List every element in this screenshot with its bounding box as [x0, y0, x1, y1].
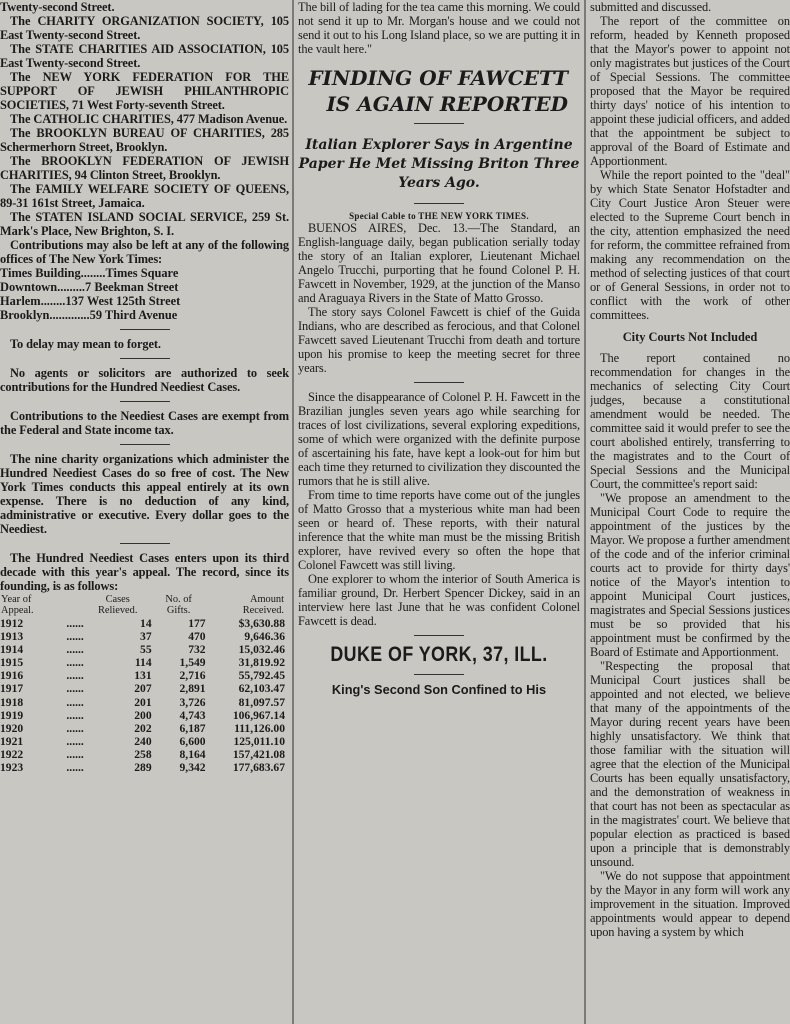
table-cell: 1922 — [0, 747, 24, 761]
table-cell: 200 — [134, 708, 152, 722]
table-cell: 9,342 — [179, 761, 206, 775]
col-header: Year of Appeal. — [1, 594, 34, 616]
table-cell: 1923 — [0, 761, 24, 775]
office-item: Brooklyn.............59 Third Avenue — [0, 308, 178, 322]
table-cell: 1915 — [0, 656, 24, 670]
duke-deck: King's Second Son Confined to His — [331, 682, 547, 697]
table-cell: 15,032.46 — [238, 643, 285, 657]
col-header: Cases Relieved. — [97, 594, 138, 616]
divider — [120, 444, 170, 445]
table-cell: 55 — [140, 643, 152, 657]
leader-dots: ...... — [66, 734, 84, 748]
table-cell: 1921 — [0, 734, 24, 748]
leader-dots: ...... — [66, 747, 84, 761]
subhead: City Courts Not Included — [622, 330, 758, 344]
col-header — [66, 593, 83, 617]
leader-dots: ...... — [66, 708, 84, 722]
divider — [120, 543, 170, 544]
table-cell: 157,421.08 — [232, 747, 285, 761]
article-continuation: The bill of lading for the tea came this morning. We could not send it up to Mr. Morgan's house and we could not send it out to his Long Island place, so we are putting it in the vault here." — [298, 0, 580, 56]
column-rule — [292, 0, 294, 1024]
org-line: Twenty-second Street. — [0, 0, 115, 14]
divider — [414, 123, 464, 124]
column-rule — [584, 0, 586, 1024]
cases-table — [0, 593, 285, 774]
table-cell: 177,683.67 — [232, 761, 285, 775]
table-header-row — [0, 593, 285, 617]
table-cell: 1919 — [0, 708, 24, 722]
table-cell: 6,600 — [179, 734, 206, 748]
table-cell: 732 — [188, 643, 206, 657]
table-cell: 31,819.92 — [238, 656, 285, 670]
table-body — [0, 617, 285, 774]
leader-dots: ...... — [66, 643, 84, 657]
table-cell: 1920 — [0, 721, 24, 735]
col-header: Amount Received. — [242, 594, 284, 616]
article-paragraph: While the report pointed to the "deal" by which State Senator Hofstadter and City Court Justice Aron Steuer were elected to the Supreme Court bench in the city, attention emphasized the need for reform, the committee refrained from making any recommendation on the method of selecting justices of that court or of General Sessions, in order not to conflict with the work of other committees. — [590, 168, 790, 322]
table-cell: 14 — [140, 617, 152, 630]
offices-list — [0, 266, 289, 322]
middle-column — [298, 0, 580, 1024]
table-cell: 114 — [134, 656, 152, 670]
org-entry: The STATEN ISLAND SOCIAL SERVICE, 259 St. Mark's Place, New Brighton, S. I. — [0, 210, 289, 238]
divider — [414, 635, 464, 636]
table-cell: 3,726 — [179, 695, 206, 709]
table-cell: 37 — [140, 630, 152, 644]
article-continuation: submitted and discussed. — [590, 0, 712, 14]
leader-dots: ...... — [66, 695, 84, 709]
table-row — [0, 630, 285, 643]
table-cell: 6,187 — [179, 721, 206, 735]
table-cell: 2,891 — [179, 682, 206, 696]
table-cell: 177 — [188, 617, 206, 630]
record-intro: The Hundred Neediest Cases enters upon its third decade with this year's appeal. The record, since its founding, is as follows: — [0, 551, 289, 593]
col-header: No. of Gifts. — [165, 594, 192, 616]
office-item: Downtown.........7 Beekman Street — [0, 280, 179, 294]
table-cell: 1,549 — [179, 656, 206, 670]
table-cell: 4,743 — [179, 708, 206, 722]
article-paragraph: "Respecting the proposal that Municipal Court justices shall be appointed and not elected, we believe that many of the appointments of the Mayor during recent years have been highly unsatisfactory. We think that those familiar with the situation will agree that the election of the Municipal Courts has been equally unsatisfactory, and the demonstration of weakness in that court has not been as spectacular as in the magistrates' court. We believe that popular election as practiced is based upon a principle that is demonstrably unsound. — [590, 659, 790, 869]
table-cell: 9,646.36 — [244, 630, 285, 644]
table-cell: 258 — [134, 747, 152, 761]
divider — [414, 674, 464, 675]
table-cell: 55,792.45 — [238, 669, 285, 683]
table-cell: 111,126.00 — [234, 721, 285, 735]
org-entry: The NEW YORK FEDERATION FOR THE SUPPORT OF JEWISH PHILANTHROPIC SOCIETIES, 71 West Forty-seventh Street. — [0, 70, 289, 112]
table-cell: 2,716 — [179, 669, 206, 683]
table-row — [0, 709, 285, 722]
table-row — [0, 617, 285, 630]
leader-dots: ...... — [66, 761, 84, 775]
table-cell: 1918 — [0, 695, 24, 709]
article-paragraph: The story says Colonel Fawcett is chief of the Guida Indians, who are described as ferocious, and that Colonel Fawcett saved Lieutenant Trucchi from death and torture upon his promise to keep the meeting secret for three years. — [298, 305, 580, 375]
leader-dots: ...... — [66, 721, 84, 735]
org-entry: The CATHOLIC CHARITIES, 477 Madison Avenue. — [10, 112, 288, 126]
table-cell: 1913 — [0, 630, 24, 644]
byline: Special Cable to THE NEW YORK TIMES. — [349, 211, 529, 221]
table-cell: 1914 — [0, 643, 24, 657]
org-entry: The BROOKLYN BUREAU OF CHARITIES, 285 Schermerhorn Street, Brooklyn. — [0, 126, 289, 154]
divider — [120, 358, 170, 359]
table-cell: 240 — [134, 734, 152, 748]
table-cell: 201 — [134, 695, 152, 709]
table-cell: 81,097.57 — [238, 695, 285, 709]
tax-note: Contributions to the Neediest Cases are exempt from the Federal and State income tax. — [0, 409, 289, 437]
table-cell: 1912 — [0, 617, 24, 630]
table-cell: 62,103.47 — [238, 682, 285, 696]
duke-headline: DUKE OF YORK, 37, ILL. — [330, 643, 548, 666]
article-paragraph: Since the disappearance of Colonel P. H. Fawcett in the Brazilian jungles seven years ago while searching for traces of lost civilizations, several exploring expeditions, some of which were organized with the definite purpose of ascertaining his fate, have kept a look-out for him but each time they returned to civilization they discounted the rumors that he is still alive. — [298, 390, 580, 488]
table-row — [0, 656, 285, 669]
leader-dots: ...... — [66, 630, 84, 644]
article-paragraph: "We propose an amendment to the Municipal Court Code to require the appointment of the justices by the Mayor. We propose a further amendment of the code and of the inferior criminal courts act to provide for thirty days' notice of the Mayor's intention to appoint Municipal Court justices, magistrates and Special Sessions justices must be so provided that his appointment must be confirmed by the Board of Estimate and Apportionment. — [590, 491, 790, 659]
article-paragraph: BUENOS AIRES, Dec. 13.—The Standard, an English-language daily, began publication serially today the story of an Italian explorer, Lieutenant Michael Angelo Trucchi, purporting that he found Colonel P. H. Fawcett in November, 1929, at the junction of the Manso and Araguaya Rivers in the State of Matto Grosso. — [298, 221, 580, 305]
headline-deck: Italian Explorer Says in Argentine Paper He Met Missing Briton Three Years Ago. — [298, 137, 580, 191]
table-row — [0, 682, 285, 695]
headline-line-1: FINDING OF FAWCETT — [308, 66, 568, 90]
table-cell: 1917 — [0, 682, 24, 696]
table-row — [0, 735, 285, 748]
delay-note: To delay may mean to forget. — [10, 337, 161, 351]
office-item: Times Building........Times Square — [0, 266, 179, 280]
divider — [414, 382, 464, 383]
left-column — [0, 0, 289, 1024]
article-paragraph: From time to time reports have come out of the jungles of Matto Grosso that a mysterious white man had been seen or heard of. These reports, with their natural inference that the white man must be the missing British explorer, have revived every so often the hope that Colonel Fawcett was still living. — [298, 488, 580, 572]
divider — [414, 203, 464, 204]
table-row — [0, 761, 285, 774]
table-cell: 8,164 — [179, 747, 206, 761]
table-cell: 470 — [188, 630, 206, 644]
divider — [120, 401, 170, 402]
org-entry: The CHARITY ORGANIZATION SOCIETY, 105 East Twenty-second Street. — [0, 14, 289, 42]
article-paragraph: One explorer to whom the interior of South America is familiar ground, Dr. Herbert Spencer Dickey, said in an interview here last June that he was confident Colonel Fawcett is dead. — [298, 572, 580, 628]
table-cell: 131 — [134, 669, 152, 683]
table-row — [0, 722, 285, 735]
table-cell: 1916 — [0, 669, 24, 683]
article-paragraph: The report contained no recommendation for changes in the mechanics of selecting City Court judges, because a constitutional amendment would be needed. The committee said it would prefer to see the court abolished entirely, transferring to the magistrates and to the Court of Special Sessions and the Municipal Court, the committee's report said: — [590, 351, 790, 491]
divider — [120, 329, 170, 330]
table-row — [0, 643, 285, 656]
table-cell: 106,967.14 — [232, 708, 285, 722]
table-row — [0, 696, 285, 709]
table-cell: 207 — [134, 682, 152, 696]
article-paragraph: "We do not suppose that appointment by the Mayor in any form will work any improvement in the situation. Improved appointments would appear to depend upon having a system by which — [590, 869, 790, 939]
contributions-note: Contributions may also be left at any of the following offices of The New York Times: — [0, 238, 289, 266]
org-entry: The BROOKLYN FEDERATION OF JEWISH CHARITIES, 94 Clinton Street, Brooklyn. — [0, 154, 289, 182]
org-entry: The STATE CHARITIES AID ASSOCIATION, 105 East Twenty-second Street. — [0, 42, 289, 70]
table-cell: 202 — [134, 721, 152, 735]
leader-dots: ...... — [66, 682, 84, 696]
office-item: Harlem........137 West 125th Street — [0, 294, 181, 308]
nine-orgs-note: The nine charity organizations which administer the Hundred Neediest Cases do so free of cost. The New York Times conducts this appeal entirely at its own expense. There is no deduction of any kind, administrative or executive. Every dollar goes to the Neediest. — [0, 452, 289, 536]
table-row — [0, 748, 285, 761]
leader-dots: ...... — [66, 617, 84, 630]
table-row — [0, 669, 285, 682]
org-entry: The FAMILY WELFARE SOCIETY OF QUEENS, 89-31 161st Street, Jamaica. — [0, 182, 289, 210]
article-paragraph: The report of the committee on reform, headed by Kenneth proposed that the Mayor's power to appoint not only magistrates but justices of the Court of Special Sessions. The committee proposed that the Mayor be required thirty days' notice of his intention to appoint these judicial officers, and added that the appointment be subject to approval of the Board of Estimate and Apportionment. — [590, 14, 790, 168]
agents-note: No agents or solicitors are authorized to seek contributions for the Hundred Neediest Cases. — [0, 366, 289, 394]
leader-dots: ...... — [66, 669, 84, 683]
headline-line-2: IS AGAIN REPORTED — [326, 92, 568, 116]
table-cell: 289 — [134, 761, 152, 775]
table-cell: 125,011.10 — [233, 734, 285, 748]
table-cell: $3,630.88 — [238, 617, 285, 630]
right-column — [590, 0, 790, 1024]
leader-dots: ...... — [66, 656, 84, 670]
